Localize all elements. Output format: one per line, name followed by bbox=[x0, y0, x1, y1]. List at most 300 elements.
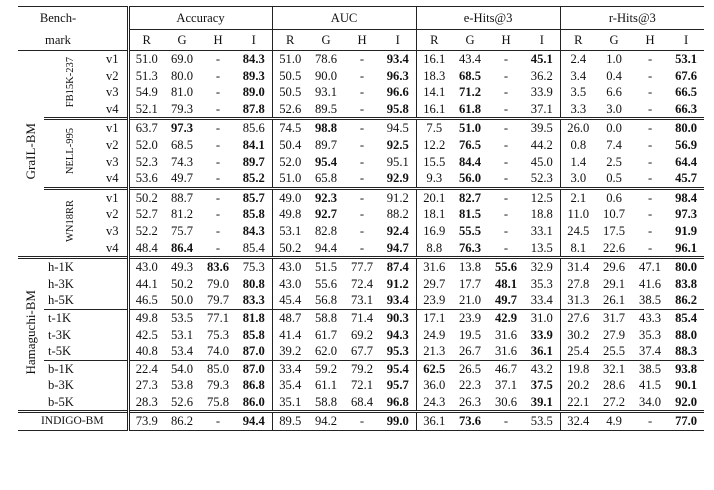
table-cell: 73.1 bbox=[350, 293, 374, 308]
table-cell: - bbox=[359, 154, 365, 169]
version-label: b-5K bbox=[48, 394, 74, 409]
table-cell: - bbox=[359, 101, 365, 116]
table-cell: 83.6 bbox=[200, 258, 236, 276]
col-header-r: R bbox=[272, 30, 308, 51]
table-cell: 52.2 bbox=[128, 223, 164, 240]
table-cell: 85.7 bbox=[236, 188, 272, 206]
table-cell: 62.5 bbox=[416, 360, 452, 377]
table-cell: 85.4 bbox=[668, 309, 704, 326]
auc-header: AUC bbox=[272, 7, 416, 30]
table-cell: 18.8 bbox=[530, 207, 553, 222]
table-cell: 3.0 bbox=[560, 170, 596, 188]
version-label: v3 bbox=[105, 223, 119, 238]
table-cell: 75.3 bbox=[236, 258, 272, 276]
table-cell: 22.1 bbox=[560, 394, 596, 412]
table-cell: 89.5 bbox=[314, 101, 338, 116]
table-cell: 93.4 bbox=[386, 293, 409, 308]
table-cell: 87.0 bbox=[242, 344, 265, 359]
table-cell: 82.7 bbox=[452, 188, 488, 206]
table-cell: 94.4 bbox=[314, 240, 338, 255]
table-cell: - bbox=[215, 171, 221, 186]
table-cell: - bbox=[647, 137, 653, 152]
table-row bbox=[18, 119, 704, 137]
table-cell: 51.5 bbox=[308, 258, 344, 276]
header-row-groups bbox=[18, 7, 704, 30]
table-row bbox=[18, 206, 704, 223]
table-row bbox=[18, 84, 704, 101]
table-cell: 27.6 bbox=[560, 309, 596, 326]
table-cell: 31.7 bbox=[596, 309, 632, 326]
table-cell: 76.3 bbox=[459, 240, 482, 255]
table-cell: 92.9 bbox=[386, 171, 409, 186]
table-cell: 31.3 bbox=[560, 292, 596, 309]
table-cell: 29.6 bbox=[596, 258, 632, 276]
table-cell: 9.3 bbox=[416, 170, 452, 188]
table-cell: 89.7 bbox=[242, 154, 265, 169]
table-cell: - bbox=[647, 101, 653, 116]
table-cell: 49.8 bbox=[128, 309, 164, 326]
table-cell: 24.3 bbox=[416, 394, 452, 412]
table-cell: - bbox=[344, 412, 380, 431]
table-cell: 44.1 bbox=[128, 276, 164, 293]
table-cell: 34.0 bbox=[639, 394, 662, 409]
table-cell: 4.9 bbox=[596, 412, 632, 431]
table-cell: - bbox=[359, 240, 365, 255]
table-cell: - bbox=[647, 207, 653, 222]
table-cell: 33.9 bbox=[530, 327, 553, 342]
table-cell: 52.7 bbox=[128, 206, 164, 223]
table-cell: 92.7 bbox=[314, 207, 338, 222]
table-cell: 75.7 bbox=[170, 223, 194, 238]
table-cell: 95.4 bbox=[314, 154, 338, 169]
table-cell: 12.2 bbox=[416, 137, 452, 154]
table-cell: 49.0 bbox=[272, 188, 308, 206]
table-cell: 27.9 bbox=[603, 327, 626, 342]
header-row-cols bbox=[18, 30, 704, 51]
table-cell: - bbox=[503, 207, 509, 222]
table-cell: 86.2 bbox=[675, 293, 698, 308]
table-cell: 50.2 bbox=[128, 188, 164, 206]
table-cell: 86.4 bbox=[170, 240, 194, 255]
table-cell: 49.3 bbox=[164, 258, 200, 276]
table-cell: 95.8 bbox=[386, 101, 409, 116]
table-cell: 51.0 bbox=[272, 51, 308, 68]
table-cell: 41.4 bbox=[272, 327, 308, 344]
table-cell: - bbox=[200, 51, 236, 68]
table-cell: 79.2 bbox=[344, 360, 380, 377]
version-label: v1 bbox=[98, 51, 128, 68]
table-cell: 47.1 bbox=[632, 258, 668, 276]
version-label: v2 bbox=[105, 68, 119, 83]
table-cell: - bbox=[503, 223, 509, 238]
table-cell: - bbox=[359, 171, 365, 186]
table-cell: 85.8 bbox=[242, 207, 265, 222]
table-cell: 35.1 bbox=[272, 394, 308, 412]
table-cell: 21.3 bbox=[416, 343, 452, 360]
table-cell: - bbox=[488, 412, 524, 431]
table-cell: 46.7 bbox=[488, 360, 524, 377]
table-cell: 43.0 bbox=[272, 258, 308, 276]
table-cell: 52.0 bbox=[128, 137, 164, 154]
table-cell: - bbox=[344, 119, 380, 137]
version-label: v3 bbox=[105, 154, 119, 169]
table-cell: 53.6 bbox=[128, 170, 164, 188]
version-label: t-3K bbox=[48, 327, 72, 342]
table-cell: 17.7 bbox=[459, 276, 482, 291]
table-cell: 88.2 bbox=[386, 207, 409, 222]
table-cell: - bbox=[632, 188, 668, 206]
table-row bbox=[18, 68, 704, 85]
table-cell: 33.4 bbox=[272, 360, 308, 377]
table-cell: - bbox=[632, 119, 668, 137]
col-header-r: R bbox=[416, 30, 452, 51]
table-cell: 51.0 bbox=[272, 170, 308, 188]
table-cell: 26.7 bbox=[459, 344, 482, 359]
table-cell: 35.4 bbox=[272, 377, 308, 394]
table-cell: 33.9 bbox=[530, 85, 553, 100]
table-cell: 25.5 bbox=[603, 344, 626, 359]
table-cell: 49.8 bbox=[272, 206, 308, 223]
table-cell: 0.0 bbox=[596, 119, 632, 137]
table-cell: 45.4 bbox=[272, 292, 308, 309]
table-cell: 19.8 bbox=[560, 360, 596, 377]
table-cell: 20.1 bbox=[416, 188, 452, 206]
table-row bbox=[18, 223, 704, 240]
table-row bbox=[18, 343, 704, 360]
table-row bbox=[18, 360, 704, 377]
table-row bbox=[18, 276, 704, 293]
table-cell: - bbox=[200, 412, 236, 431]
table-cell: 42.9 bbox=[488, 309, 524, 326]
table-cell: 68.5 bbox=[459, 68, 482, 83]
table-cell: 97.3 bbox=[164, 119, 200, 137]
table-cell: 27.8 bbox=[560, 276, 596, 293]
table-cell: 22.3 bbox=[459, 378, 482, 393]
table-cell: 75.3 bbox=[206, 327, 230, 342]
table-cell: 67.6 bbox=[675, 68, 698, 83]
table-cell: 27.2 bbox=[603, 394, 626, 409]
version-label: v2 bbox=[105, 137, 119, 152]
table-cell: 25.4 bbox=[560, 343, 596, 360]
table-cell: 72.1 bbox=[350, 378, 374, 393]
table-cell: 39.5 bbox=[524, 119, 560, 137]
version-label: v1 bbox=[98, 188, 128, 206]
table-cell: - bbox=[359, 68, 365, 83]
version-label: v4 bbox=[105, 101, 119, 116]
table-cell: 41.6 bbox=[639, 276, 662, 291]
mark-header: mark bbox=[45, 32, 71, 47]
col-header-i: I bbox=[539, 33, 544, 47]
table-cell: 7.5 bbox=[416, 119, 452, 137]
table-cell: 52.6 bbox=[170, 394, 194, 409]
table-row bbox=[18, 309, 704, 326]
table-cell: - bbox=[503, 101, 509, 116]
col-header-r: R bbox=[128, 30, 164, 51]
table-cell: 66.3 bbox=[675, 101, 698, 116]
table-cell: 8.1 bbox=[560, 240, 596, 258]
table-cell: - bbox=[344, 51, 380, 68]
table-row bbox=[18, 327, 704, 344]
table-cell: 81.2 bbox=[170, 207, 194, 222]
table-row bbox=[18, 377, 704, 394]
table-cell: 74.3 bbox=[170, 154, 194, 169]
table-cell: 89.3 bbox=[242, 68, 265, 83]
table-cell: 20.2 bbox=[560, 377, 596, 394]
table-cell: 22.6 bbox=[603, 240, 626, 255]
table-cell: 37.1 bbox=[530, 101, 553, 116]
table-cell: 36.1 bbox=[530, 344, 553, 359]
table-row bbox=[18, 394, 704, 412]
table-cell: 6.6 bbox=[606, 85, 622, 100]
table-cell: 0.8 bbox=[560, 137, 596, 154]
table-cell: 0.4 bbox=[606, 68, 622, 83]
table-cell: 31.6 bbox=[495, 344, 518, 359]
table-cell: 28.6 bbox=[603, 378, 626, 393]
table-cell: 95.7 bbox=[386, 378, 409, 393]
table-cell: 96.3 bbox=[386, 68, 409, 83]
table-cell: 17.5 bbox=[603, 223, 626, 238]
table-cell: 72.4 bbox=[350, 276, 374, 291]
table-row bbox=[18, 154, 704, 171]
table-cell: 91.2 bbox=[380, 188, 416, 206]
table-cell: 29.1 bbox=[603, 276, 626, 291]
table-cell: 85.6 bbox=[236, 119, 272, 137]
table-cell: 36.0 bbox=[416, 377, 452, 394]
version-label: t-1K bbox=[44, 309, 128, 326]
table-cell: 27.3 bbox=[128, 377, 164, 394]
col-header-h: H bbox=[357, 33, 367, 47]
table-cell: 41.5 bbox=[639, 378, 662, 393]
table-cell: - bbox=[200, 119, 236, 137]
table-cell: - bbox=[200, 188, 236, 206]
col-header-r: R bbox=[560, 30, 596, 51]
table-cell: 84.3 bbox=[236, 51, 272, 68]
table-cell: 94.5 bbox=[380, 119, 416, 137]
table-cell: 12.5 bbox=[524, 188, 560, 206]
table-row bbox=[18, 258, 704, 276]
table-cell: 37.4 bbox=[639, 344, 662, 359]
table-cell: 23.9 bbox=[416, 292, 452, 309]
table-cell: 19.5 bbox=[459, 327, 482, 342]
table-cell: 8.8 bbox=[416, 240, 452, 258]
table-cell: 92.5 bbox=[386, 137, 409, 152]
table-cell: 99.0 bbox=[380, 412, 416, 431]
dataset-label bbox=[44, 188, 98, 257]
table-cell: 92.4 bbox=[386, 223, 409, 238]
version-label: h-3K bbox=[48, 276, 74, 291]
table-cell: 90.0 bbox=[314, 68, 338, 83]
col-header-h: H bbox=[501, 33, 511, 47]
table-cell: 36.2 bbox=[530, 68, 553, 83]
table-cell: 93.4 bbox=[380, 51, 416, 68]
table-cell: 65.8 bbox=[314, 171, 338, 186]
table-cell: 3.3 bbox=[560, 101, 596, 119]
dataset-label bbox=[44, 51, 98, 119]
table-cell: 89.7 bbox=[314, 137, 338, 152]
benchmark-name: Hamaguchi-BM bbox=[22, 290, 38, 375]
table-row bbox=[18, 188, 704, 206]
table-cell: 32.9 bbox=[524, 258, 560, 276]
table-cell: - bbox=[503, 137, 509, 152]
table-cell: 84.4 bbox=[459, 154, 482, 169]
table-cell: - bbox=[647, 223, 653, 238]
table-cell: 3.4 bbox=[560, 68, 596, 85]
table-cell: 85.2 bbox=[242, 171, 265, 186]
table-cell: 95.4 bbox=[380, 360, 416, 377]
table-cell: 26.0 bbox=[560, 119, 596, 137]
table-cell: 83.3 bbox=[242, 293, 265, 308]
table-cell: 94.7 bbox=[386, 240, 409, 255]
table-cell: 84.3 bbox=[242, 223, 265, 238]
table-cell: 2.1 bbox=[560, 188, 596, 206]
version-label: h-1K bbox=[44, 258, 128, 276]
table-cell: - bbox=[215, 154, 221, 169]
table-cell: 52.0 bbox=[272, 154, 308, 171]
table-cell: 38.5 bbox=[639, 293, 662, 308]
table-cell: 71.4 bbox=[344, 309, 380, 326]
table-cell: 80.0 bbox=[170, 68, 194, 83]
table-cell: 55.6 bbox=[488, 258, 524, 276]
table-cell: 98.8 bbox=[308, 119, 344, 137]
table-cell: 84.1 bbox=[242, 137, 265, 152]
table-cell: - bbox=[359, 137, 365, 152]
table-cell: 62.0 bbox=[314, 344, 338, 359]
table-cell: 32.4 bbox=[560, 412, 596, 431]
table-cell: - bbox=[632, 412, 668, 431]
version-label: t-5K bbox=[48, 344, 72, 359]
table-cell: 78.6 bbox=[308, 51, 344, 68]
benchmark-name: GraIL-BM bbox=[22, 123, 38, 180]
table-cell: 93.8 bbox=[668, 360, 704, 377]
col-header-g: G bbox=[321, 33, 331, 47]
table-cell: 61.7 bbox=[314, 327, 338, 342]
table-cell: 38.5 bbox=[632, 360, 668, 377]
table-cell: 92.3 bbox=[308, 188, 344, 206]
table-row bbox=[18, 240, 704, 258]
table-row-indigo bbox=[18, 412, 704, 431]
table-cell: 51.0 bbox=[128, 51, 164, 68]
table-cell: 29.7 bbox=[416, 276, 452, 293]
version-label: v4 bbox=[105, 171, 119, 186]
table-cell: 0.6 bbox=[596, 188, 632, 206]
dataset-name: NELL-995 bbox=[64, 128, 76, 175]
table-cell: 3.0 bbox=[606, 101, 622, 116]
table-cell: 45.0 bbox=[530, 154, 553, 169]
table-cell: 50.5 bbox=[272, 68, 308, 85]
table-cell: - bbox=[488, 119, 524, 137]
table-cell: 96.1 bbox=[675, 240, 698, 255]
table-cell: 31.6 bbox=[495, 327, 518, 342]
table-cell: - bbox=[647, 154, 653, 169]
table-cell: 18.1 bbox=[416, 206, 452, 223]
benchmark-label: INDIGO-BM bbox=[18, 412, 128, 431]
table-cell: 87.8 bbox=[242, 101, 265, 116]
table-cell: 53.8 bbox=[170, 378, 194, 393]
version-label: b-3K bbox=[48, 378, 74, 393]
table-cell: 77.0 bbox=[668, 412, 704, 431]
table-cell: 50.2 bbox=[272, 240, 308, 258]
table-cell: 46.5 bbox=[128, 292, 164, 309]
table-cell: 90.1 bbox=[675, 378, 698, 393]
table-cell: 59.2 bbox=[308, 360, 344, 377]
table-cell: 81.0 bbox=[170, 85, 194, 100]
table-cell: - bbox=[359, 207, 365, 222]
table-cell: 61.8 bbox=[459, 101, 482, 116]
table-cell: 64.4 bbox=[675, 154, 698, 169]
table-cell: - bbox=[632, 51, 668, 68]
table-cell: 50.5 bbox=[272, 84, 308, 101]
table-cell: 53.1 bbox=[272, 223, 308, 240]
table-cell: 49.7 bbox=[495, 293, 518, 308]
table-cell: 80.0 bbox=[668, 119, 704, 137]
table-cell: 89.0 bbox=[242, 85, 265, 100]
table-cell: 50.4 bbox=[272, 137, 308, 154]
table-cell: 24.9 bbox=[416, 327, 452, 344]
table-cell: 37.1 bbox=[495, 378, 518, 393]
table-cell: - bbox=[215, 68, 221, 83]
table-cell: 80.8 bbox=[242, 276, 265, 291]
table-cell: 16.1 bbox=[416, 51, 452, 68]
table-cell: 86.8 bbox=[242, 378, 265, 393]
table-cell: - bbox=[503, 171, 509, 186]
table-cell: 73.9 bbox=[128, 412, 164, 431]
table-cell: 86.2 bbox=[164, 412, 200, 431]
table-cell: 58.8 bbox=[308, 309, 344, 326]
table-cell: 2.4 bbox=[560, 51, 596, 68]
table-cell: - bbox=[503, 68, 509, 83]
table-cell: 83.8 bbox=[675, 276, 698, 291]
table-cell: - bbox=[215, 240, 221, 255]
table-cell: - bbox=[488, 188, 524, 206]
table-cell: 10.7 bbox=[603, 207, 626, 222]
table-cell: - bbox=[215, 223, 221, 238]
table-cell: 94.3 bbox=[386, 327, 409, 342]
table-cell: 81.8 bbox=[236, 309, 272, 326]
table-cell: 48.7 bbox=[272, 309, 308, 326]
table-cell: 76.5 bbox=[459, 137, 482, 152]
table-cell: 79.0 bbox=[206, 276, 230, 291]
table-cell: 17.1 bbox=[416, 309, 452, 326]
table-cell: 35.3 bbox=[530, 276, 553, 291]
table-cell: - bbox=[215, 85, 221, 100]
table-cell: 44.2 bbox=[530, 137, 553, 152]
table-cell: 98.4 bbox=[668, 188, 704, 206]
table-cell: 2.5 bbox=[606, 154, 622, 169]
col-header-g: G bbox=[177, 33, 187, 47]
table-cell: 54.9 bbox=[128, 84, 164, 101]
table-cell: - bbox=[503, 85, 509, 100]
table-cell: 43.4 bbox=[452, 51, 488, 68]
col-header-i: I bbox=[683, 33, 689, 47]
table-cell: 80.0 bbox=[668, 258, 704, 276]
table-cell: 13.8 bbox=[452, 258, 488, 276]
bench-header: Bench- bbox=[18, 7, 98, 30]
table-cell: 66.5 bbox=[675, 85, 698, 100]
version-label: v1 bbox=[98, 119, 128, 137]
table-cell: 39.1 bbox=[530, 394, 553, 409]
col-header-g: G bbox=[609, 33, 619, 47]
table-cell: 69.0 bbox=[164, 51, 200, 68]
table-cell: 52.6 bbox=[272, 101, 308, 119]
table-cell: 68.4 bbox=[350, 394, 374, 409]
table-cell: 35.3 bbox=[639, 327, 662, 342]
dataset-name: WN18RR bbox=[64, 199, 76, 242]
table-cell: 85.8 bbox=[242, 327, 265, 342]
table-cell: 11.0 bbox=[560, 206, 596, 223]
col-header-i: I bbox=[251, 33, 256, 47]
table-cell: 36.1 bbox=[416, 412, 452, 431]
table-cell: 48.1 bbox=[495, 276, 518, 291]
